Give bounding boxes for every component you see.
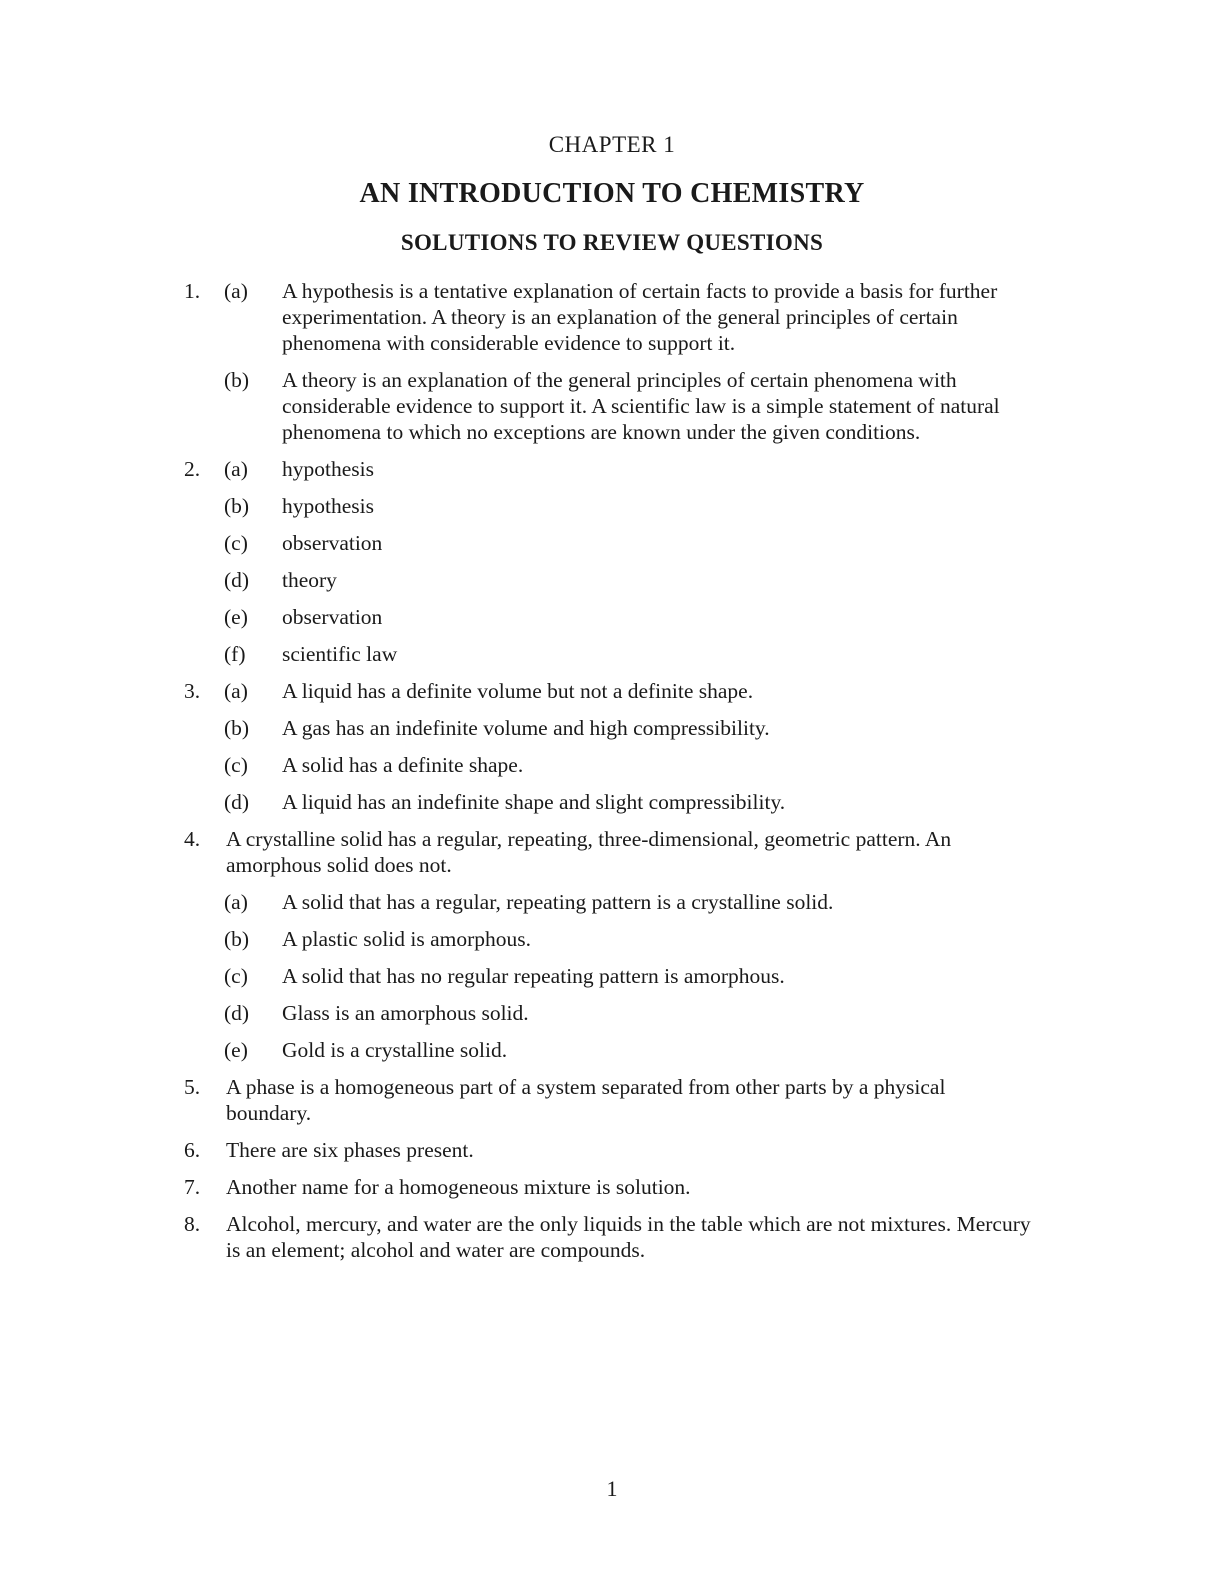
sub-answer-list xyxy=(0,456,1224,667)
sub-answer-text: A gas has an indefinite volume and high compressibility. xyxy=(282,716,770,740)
sub-answer-list xyxy=(0,889,1224,1063)
question-list xyxy=(0,278,1224,1274)
sub-answer-text: A plastic solid is amorphous. xyxy=(282,927,532,951)
sub-answer-item xyxy=(0,278,1224,356)
question-item xyxy=(0,278,1224,445)
sub-answer-item xyxy=(0,715,1224,741)
sub-answer-item xyxy=(0,1037,1224,1063)
sub-answer-item xyxy=(0,1000,1224,1026)
question-number: 2. xyxy=(184,457,201,481)
sub-answer-text: A solid has a definite shape. xyxy=(282,753,524,777)
sub-answer-text: A solid that has a regular, repeating pattern is a crystalline solid. xyxy=(282,890,834,914)
sub-answer-text: theory xyxy=(282,568,337,592)
sub-answer-item xyxy=(0,493,1224,519)
section-subtitle: SOLUTIONS TO REVIEW QUESTIONS xyxy=(400,230,824,255)
sub-answer-text: A liquid has a definite volume but not a definite shape. xyxy=(282,679,754,703)
sub-answer-text: hypothesis xyxy=(282,494,374,518)
sub-answer-text: hypothesis xyxy=(282,457,374,481)
sub-answer-text: scientific law xyxy=(282,642,398,666)
sub-answer-text: A hypothesis is a tentative explanation of certain facts to provide a basis for further experimentation. A theory is an explanation of the general principles of certain phenomena with considerable evidence to support it. xyxy=(282,279,998,355)
sub-answer-label: (a) xyxy=(224,457,248,481)
sub-answer-item xyxy=(0,789,1224,815)
sub-answer-item xyxy=(0,567,1224,593)
sub-answer-label: (e) xyxy=(224,1038,248,1062)
sub-answer-text: observation xyxy=(282,605,383,629)
sub-answer-item xyxy=(0,889,1224,915)
question-number: 4. xyxy=(184,827,201,851)
sub-answer-text: A theory is an explanation of the general principles of certain phenomena with considerable evidence to support it. A scientific law is a simple statement of natural phenomena to which no exceptions are known under the given conditions. xyxy=(282,368,1000,444)
sub-answer-text: A liquid has an indefinite shape and slight compressibility. xyxy=(282,790,786,814)
question-answer-text: A crystalline solid has a regular, repeating, three-dimensional, geometric pattern. An amorphous solid does not. xyxy=(226,827,952,877)
sub-answer-label: (d) xyxy=(224,790,250,814)
question-answer-text: There are six phases present. xyxy=(226,1138,474,1162)
question-number: 5. xyxy=(184,1075,201,1099)
sub-answer-label: (a) xyxy=(224,890,248,914)
question-item xyxy=(0,678,1224,815)
sub-answer-item xyxy=(0,367,1224,445)
question-answer-text: Alcohol, mercury, and water are the only liquids in the table which are not mixtures. Mercury is an element; alcohol and water are compounds. xyxy=(226,1212,1031,1262)
sub-answer-list xyxy=(0,278,1224,445)
sub-answer-label: (a) xyxy=(224,279,248,303)
sub-answer-label: (d) xyxy=(224,1001,250,1025)
sub-answer-text: Gold is a crystalline solid. xyxy=(282,1038,508,1062)
sub-answer-item xyxy=(0,456,1224,482)
page-number: 1 xyxy=(606,1476,618,1501)
sub-answer-label: (f) xyxy=(224,642,246,666)
sub-answer-label: (b) xyxy=(224,927,250,951)
question-answer-text: Another name for a homogeneous mixture is solution. xyxy=(226,1175,691,1199)
page-title: AN INTRODUCTION TO CHEMISTRY xyxy=(359,178,865,209)
sub-answer-label: (b) xyxy=(224,716,250,740)
question-item xyxy=(0,1137,1224,1163)
sub-answer-item xyxy=(0,752,1224,778)
question-answer-text: A phase is a homogeneous part of a system separated from other parts by a physical boundary. xyxy=(226,1075,946,1125)
sub-answer-item xyxy=(0,604,1224,630)
sub-answer-item xyxy=(0,963,1224,989)
sub-answer-list xyxy=(0,678,1224,815)
sub-answer-label: (e) xyxy=(224,605,248,629)
sub-answer-label: (d) xyxy=(224,568,250,592)
sub-answer-label: (b) xyxy=(224,368,250,392)
sub-answer-text: Glass is an amorphous solid. xyxy=(282,1001,529,1025)
sub-answer-text: A solid that has no regular repeating pattern is amorphous. xyxy=(282,964,785,988)
sub-answer-text: observation xyxy=(282,531,383,555)
question-item xyxy=(0,1174,1224,1200)
question-item xyxy=(0,1074,1224,1126)
sub-answer-item xyxy=(0,678,1224,704)
question-number: 1. xyxy=(184,279,201,303)
question-number: 3. xyxy=(184,679,201,703)
sub-answer-item xyxy=(0,530,1224,556)
sub-answer-label: (c) xyxy=(224,964,248,988)
sub-answer-label: (b) xyxy=(224,494,250,518)
question-number: 8. xyxy=(184,1212,201,1236)
sub-answer-label: (c) xyxy=(224,531,248,555)
question-item xyxy=(0,456,1224,667)
question-number: 7. xyxy=(184,1175,201,1199)
chapter-label: CHAPTER 1 xyxy=(548,132,676,157)
question-number: 6. xyxy=(184,1138,201,1162)
sub-answer-label: (c) xyxy=(224,753,248,777)
sub-answer-item xyxy=(0,926,1224,952)
question-item xyxy=(0,1211,1224,1263)
question-item xyxy=(0,826,1224,1063)
sub-answer-item xyxy=(0,641,1224,667)
sub-answer-label: (a) xyxy=(224,679,248,703)
